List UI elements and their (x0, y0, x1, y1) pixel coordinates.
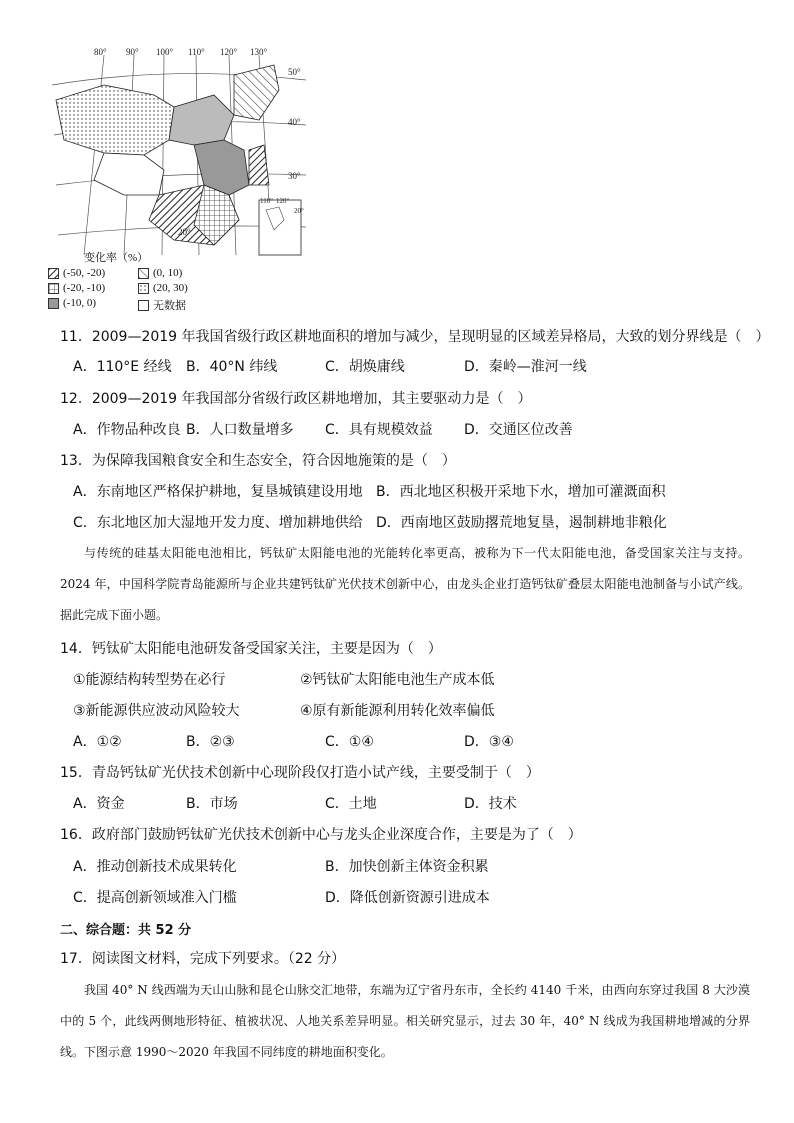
statement: ②钙钛矿太阳能电池生产成本低 (300, 672, 495, 688)
reading-material (60, 538, 750, 631)
question-13: 13．为保障我国粮食安全和生态安全，符合因地施策的是（ ） (60, 453, 456, 469)
option[interactable]: B．西北地区积极开采地下水，增加可灌溉面积 (376, 484, 666, 500)
statement: ④原有新能源利用转化效率偏低 (300, 703, 495, 719)
option[interactable]: A．东南地区严格保护耕地，复垦城镇建设用地 (73, 484, 363, 500)
legend-label: (20, 30) (153, 282, 188, 294)
lon-tick: 100° (156, 47, 174, 57)
option[interactable]: A．资金 (73, 796, 125, 812)
lat-tick: 40° (288, 117, 301, 127)
inset-tick: 110° (260, 197, 274, 205)
legend-label: (-10, 0) (63, 297, 96, 309)
option[interactable]: C．胡焕庸线 (325, 359, 405, 375)
legend-label: (-50, -20) (63, 267, 106, 279)
option[interactable]: B．②③ (186, 734, 235, 750)
option[interactable]: C．土地 (325, 796, 377, 812)
question-16: 16．政府部门鼓励钙钛矿光伏技术创新中心与龙头企业深度合作，主要是为了（ ） (60, 827, 582, 843)
lon-tick: 90° (126, 47, 139, 57)
option[interactable]: B．加快创新主体资金积累 (325, 859, 489, 875)
question-14: 14．钙钛矿太阳能电池研发备受国家关注，主要是因为（ ） (60, 641, 442, 657)
china-farmland-change-map (44, 45, 314, 315)
legend-item (48, 282, 105, 294)
legend-label: (-20, -10) (63, 282, 106, 294)
section-heading: 二、综合题：共 52 分 (60, 923, 192, 938)
legend-swatch (48, 268, 59, 279)
lat-tick: 50° (288, 67, 301, 77)
option[interactable]: B．市场 (186, 796, 238, 812)
lon-tick: 110° (188, 47, 205, 57)
option[interactable]: A．①② (73, 734, 122, 750)
option[interactable]: D．技术 (464, 796, 517, 812)
legend-swatch (48, 298, 59, 309)
legend-swatch (138, 300, 149, 311)
legend-item (138, 282, 188, 294)
option[interactable]: B．人口数量增多 (186, 422, 294, 438)
question-12: 12．2009—2019 年我国部分省级行政区耕地增加，其主要驱动力是（ ） (60, 391, 532, 407)
option[interactable]: D．降低创新资源引进成本 (325, 890, 490, 906)
lat-tick: 20° (178, 227, 191, 237)
option[interactable]: A．作物品种改良 (73, 422, 181, 438)
option[interactable]: C．东北地区加大湿地开发力度、增加耕地供给 (73, 515, 363, 531)
legend-swatch (48, 283, 59, 294)
option[interactable]: D．秦岭—淮河一线 (464, 359, 587, 375)
question-17: 17．阅读图文材料，完成下列要求。（22 分） (60, 951, 346, 967)
question-15: 15．青岛钙钛矿光伏技术创新中心现阶段仅打造小试产线，主要受制于（ ） (60, 765, 540, 781)
statement: ③新能源供应波动风险较大 (73, 703, 240, 719)
option[interactable]: D．③④ (464, 734, 514, 750)
legend-item (48, 267, 105, 279)
legend-item (138, 267, 182, 279)
option[interactable]: D．西南地区鼓励撂荒地复垦，遏制耕地非粮化 (376, 515, 667, 531)
lon-tick: 120° (220, 47, 238, 57)
option[interactable]: D．交通区位改善 (464, 422, 573, 438)
legend-item (138, 297, 186, 313)
option[interactable]: C．提高创新领域准入门槛 (73, 890, 237, 906)
lon-tick: 130° (250, 47, 268, 57)
material-text: 我国 40° N 线西端为天山山脉和昆仑山脉交汇地带，东端为辽宁省丹东市，全长约 4140 千米，由西向东穿过我国 8 大沙漠中的 5 个，此线两侧地形特征、植被状况、人地关系差异明显。相关研究显示，过去 30 年，40° N 线成为我国耕地增减的分界线。下图示意 1990～2020 年我国不同纬度的耕地面积变化。 (60, 983, 750, 1059)
material-text: 与传统的硅基太阳能电池相比，钙钛矿太阳能电池的光能转化率更高，被称为下一代太阳能电池，备受国家关注与支持。2024 年，中国科学院青岛能源所与企业共建钙钛矿光伏技术创新中心，由龙头企业打造钙钛矿叠层太阳能电池制备与小试产线。据此完成下面小题。 (60, 546, 750, 622)
option[interactable]: A．推动创新技术成果转化 (73, 859, 237, 875)
inset-tick: 20° (294, 207, 304, 215)
legend-label: 无数据 (153, 300, 186, 312)
legend-item (48, 297, 96, 309)
legend-title: 变化率（%） (84, 252, 149, 264)
option[interactable]: B．40°N 纬线 (186, 359, 278, 375)
legend-swatch (138, 268, 149, 279)
reading-material (60, 975, 750, 1068)
legend-label: (0, 10) (153, 267, 183, 279)
question-11: 11．2009—2019 年我国省级行政区耕地面积的增加与减少，呈现明显的区域差异格局，大致的划分界线是（ ） (60, 329, 770, 345)
option[interactable]: C．①④ (325, 734, 374, 750)
inset-tick: 120° (276, 197, 290, 205)
statement: ①能源结构转型势在必行 (73, 672, 226, 688)
map-legend (48, 267, 248, 315)
option[interactable]: A．110°E 经线 (73, 359, 172, 375)
legend-swatch (138, 283, 149, 294)
option[interactable]: C．具有规模效益 (325, 422, 433, 438)
lon-tick: 80° (94, 47, 107, 57)
lat-tick: 30° (288, 171, 301, 181)
